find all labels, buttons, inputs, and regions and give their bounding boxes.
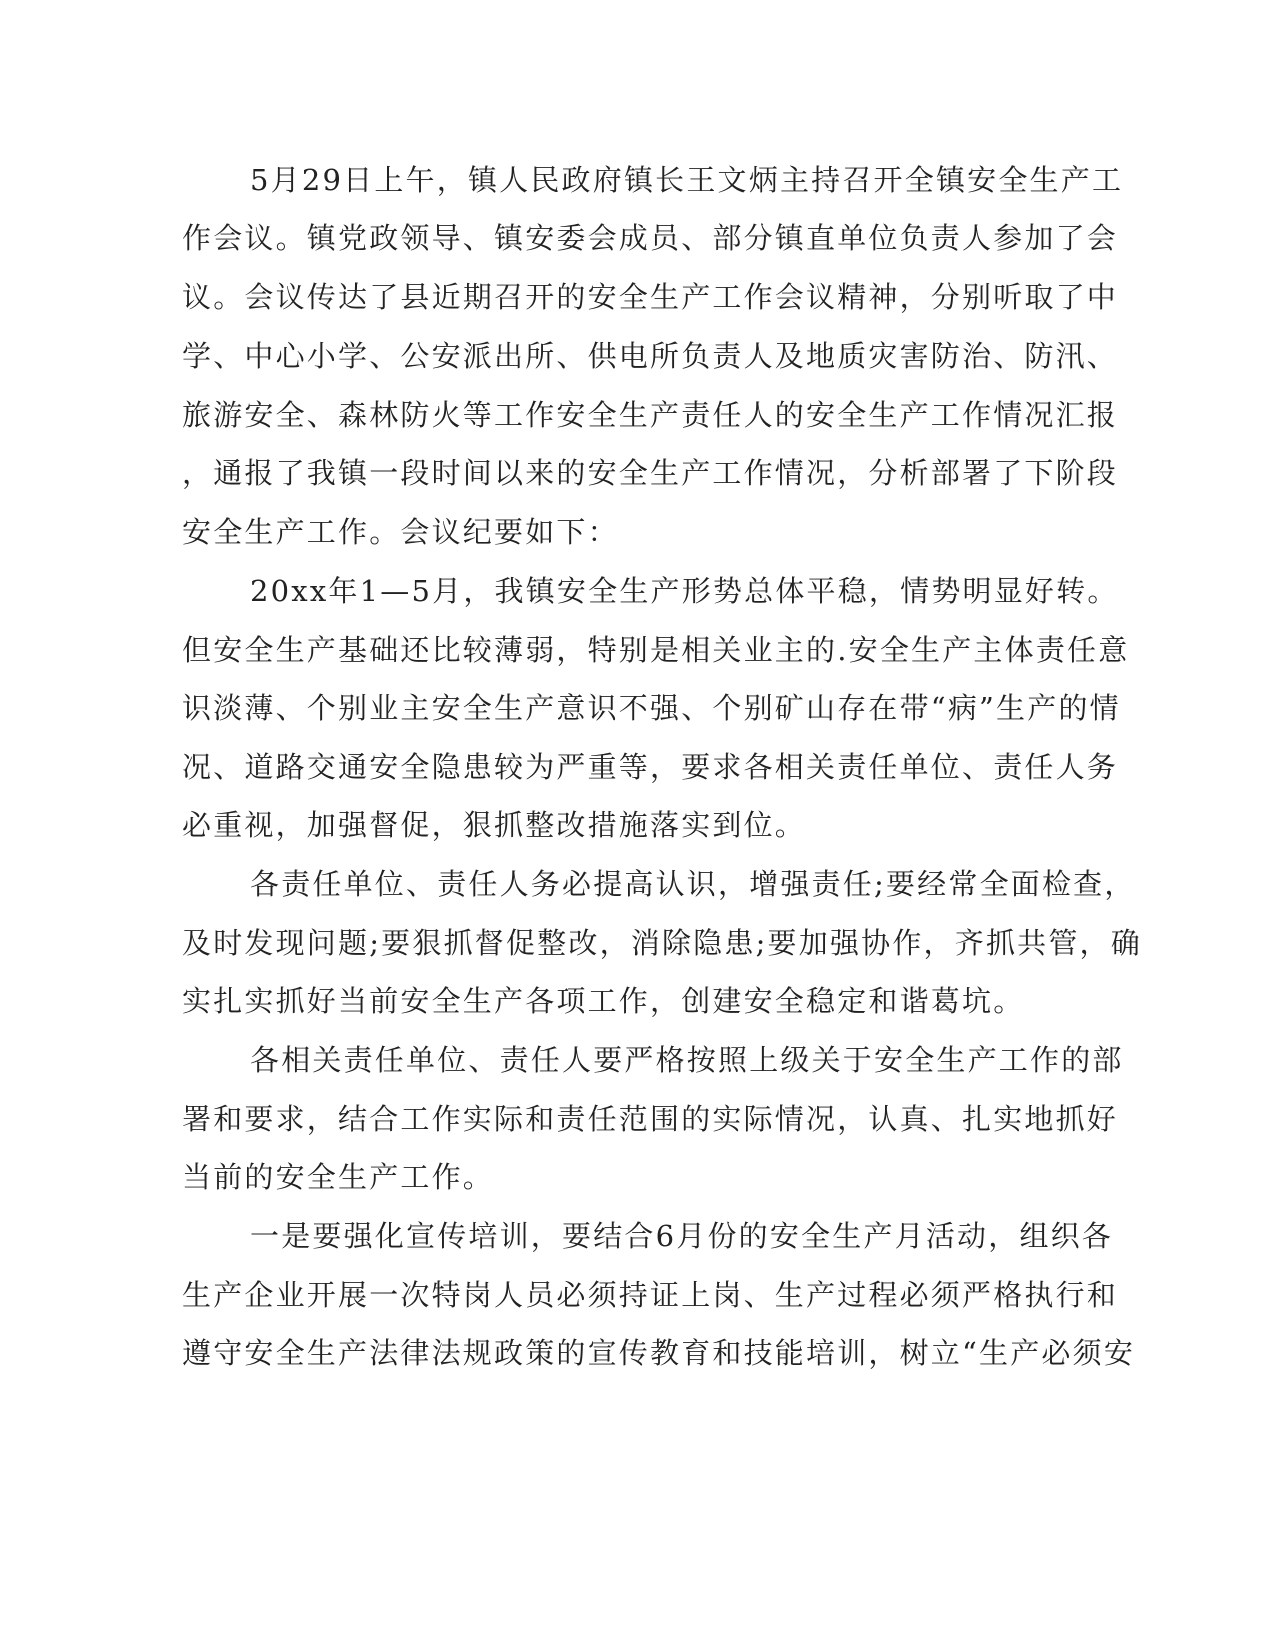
paragraph-5-line-1: 一是要强化宣传培训，要结合6月份的安全生产月活动，组织各 xyxy=(250,1219,1114,1253)
paragraph-1-line-4: 学、中心小学、公安派出所、供电所负责人及地质灾害防治、防汛、 xyxy=(182,339,1119,373)
paragraph-1-line-6: ，通报了我镇一段时间以来的安全生产工作情况，分析部署了下阶段 xyxy=(182,456,1119,490)
paragraph-1-line-3: 议。会议传达了县近期召开的安全生产工作会议精神，分别听取了中 xyxy=(182,280,1119,314)
paragraph-1-line-2: 作会议。镇党政领导、镇安委会成员、部分镇直单位负责人参加了会 xyxy=(182,221,1119,255)
paragraph-1-line-1: 5月29日上午，镇人民政府镇长王文炳主持召开全镇安全生产工 xyxy=(250,163,1124,197)
paragraph-3-line-3: 实扎实抓好当前安全生产各项工作，创建安全稳定和谐葛坑。 xyxy=(182,984,1025,1018)
paragraph-1-line-5: 旅游安全、森林防火等工作安全生产责任人的安全生产工作情况汇报 xyxy=(182,398,1119,432)
paragraph-2-line-4: 况、道路交通安全隐患较为严重等，要求各相关责任单位、责任人务 xyxy=(182,750,1119,784)
paragraph-2-line-5: 必重视，加强督促，狠抓整改措施落实到位。 xyxy=(182,808,807,842)
paragraph-3-line-2: 及时发现问题;要狠抓督促整改，消除隐患;要加强协作，齐抓共管，确 xyxy=(182,926,1142,960)
paragraph-2-line-2: 但安全生产基础还比较薄弱，特别是相关业主的.安全生产主体责任意 xyxy=(182,633,1130,667)
paragraph-1-line-7: 安全生产工作。会议纪要如下： xyxy=(182,515,619,549)
paragraph-2-line-1: 20xx年1—5月，我镇安全生产形势总体平稳，情势明显好转。 xyxy=(250,574,1119,608)
paragraph-4-line-1: 各相关责任单位、责任人要严格按照上级关于安全生产工作的部 xyxy=(250,1043,1124,1077)
paragraph-5-line-3: 遵守安全生产法律法规政策的宣传教育和技能培训，树立“生产必须安 xyxy=(182,1336,1136,1370)
paragraph-4-line-2: 署和要求，结合工作实际和责任范围的实际情况，认真、扎实地抓好 xyxy=(182,1102,1119,1136)
paragraph-4-line-3: 当前的安全生产工作。 xyxy=(182,1160,495,1194)
paragraph-3-line-1: 各责任单位、责任人务必提高认识，增强责任;要经常全面检查， xyxy=(250,867,1136,901)
paragraph-2-line-3: 识淡薄、个别业主安全生产意识不强、个别矿山存在带“病”生产的情 xyxy=(182,691,1121,725)
paragraph-5-line-2: 生产企业开展一次特岗人员必须持证上岗、生产过程必须严格执行和 xyxy=(182,1278,1119,1312)
